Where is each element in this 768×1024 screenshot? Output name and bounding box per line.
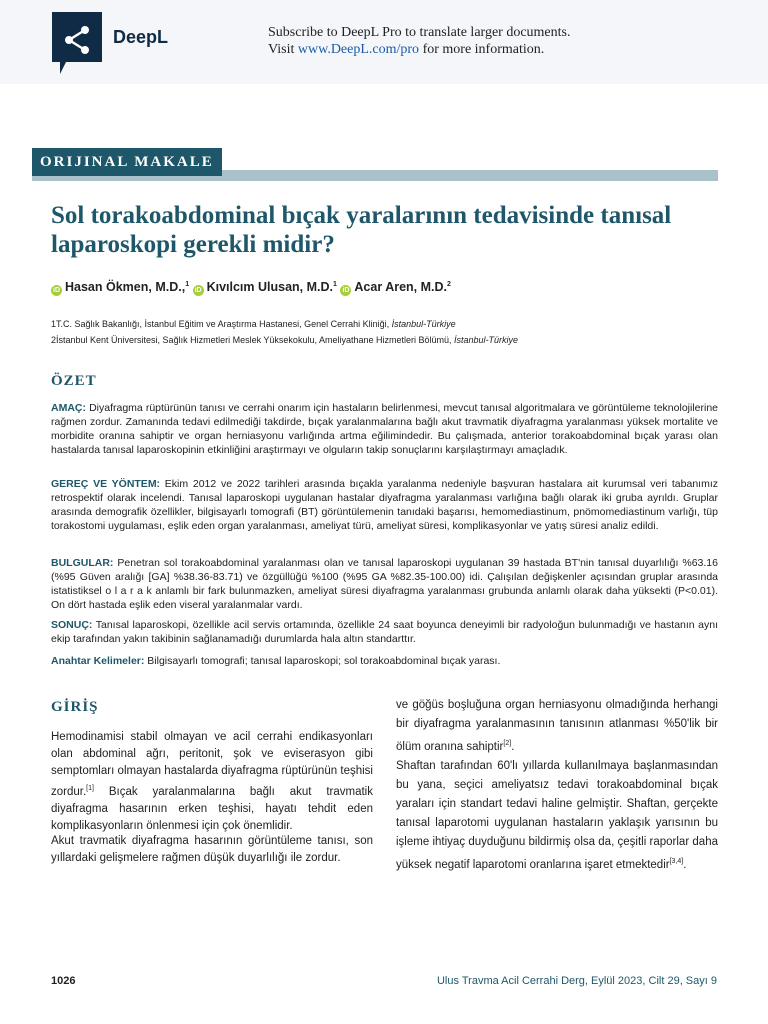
author-name: Hasan Ökmen, M.D.,: [65, 280, 186, 294]
deepl-logo-text: DeepL: [113, 27, 169, 47]
abstract-text: Penetran sol torakoabdominal yaralanması olan ve tanısal laparoskopi uygulanan 39 hastada BT'nin tanısal duyarlılığı %63.16 (%95 Güven aralığı [GA] %38.36-83.71) ve özgüllüğü %100 (%95 GA %82.35-100.00) idi. Çalışılan değişkenler açısından gruplar arasında istatistiksel o l a r a k anlamlı bir fark bulunmazken, ameliyat süresi diyafragma yaralanması grubunda anlamlı olarak daha yüksekti (P<0.01). On dört hastada eşlik eden viseral yaralanmalar vardı.: [51, 557, 718, 611]
author-name: Acar Aren, M.D.: [354, 280, 448, 294]
orcid-icon[interactable]: iD: [342, 287, 350, 294]
affiliation-place: İstanbul-Türkiye: [454, 335, 519, 345]
orcid-icon[interactable]: iD: [194, 287, 202, 294]
promo-line-1: Subscribe to DeepL Pro to translate larger documents.: [268, 25, 571, 40]
abstract-label: AMAÇ:: [51, 402, 86, 414]
affiliation-text: 1T.C. Sağlık Bakanlığı, İstanbul Eğitim ve Araştırma Hastanesi, Genel Cerrahi Kliniği,: [51, 319, 392, 329]
keywords-label: Anahtar Kelimeler:: [51, 655, 145, 667]
affiliation-text: 2İstanbul Kent Üniversitesi, Sağlık Hizmetleri Meslek Yüksekokulu, Ameliyathane Hizmetleri Bölümü,: [51, 335, 455, 345]
abstract-gerec: [51, 477, 718, 533]
author-list: [51, 280, 451, 296]
abstract-heading: ÖZET: [51, 373, 97, 389]
abstract-keywords: [51, 654, 718, 668]
abstract-sonuc: [51, 618, 718, 646]
author-affil: 1: [333, 280, 337, 288]
journal-citation: Ulus Travma Acil Cerrahi Derg, Eylül 2023, Cilt 29, Sayı 9: [436, 975, 717, 987]
abstract-bulgular: [51, 556, 718, 612]
affiliation-2: [51, 335, 518, 345]
affiliation-place: İstanbul-Türkiye: [391, 319, 456, 329]
author-name: Kıvılcım Ulusan, M.D.: [206, 280, 333, 294]
abstract-text: Diyafragma rüptürünün tanısı ve cerrahi onarım için hastaların belirlenmesi, mevcut tanısal algoritmalara ve görüntüleme teknolojilerine rağmen zordur. Zamanında tedavi edilmediği takdirde, bıçak yaralanmalarına bağlı akut travmatik diyafragma yaralanması yüksek mortalite ve morbidite oranına sahiptir ve organ herniasyonu varlığında artma eğilimindedir. Bu çalışmada, anterior torakoabdominal bıçak yarası olan hastalarda tanısal laparoskopinin etkinliğini araştırmayı ve olguların takip sonuçlarını karşılaştırmayı amaçladık.: [51, 402, 718, 456]
deepl-banner: [0, 0, 768, 84]
keywords-text: Bilgisayarlı tomografi; tanısal laparoskopi; sol torakoabdominal bıçak yarası.: [144, 655, 501, 667]
page-number: 1026: [51, 975, 76, 987]
intro-heading: GİRİŞ: [51, 699, 99, 715]
body-text: .: [683, 858, 687, 871]
citation: [1]: [86, 785, 94, 792]
author-affil: 1: [185, 280, 190, 288]
promo-suffix: for more information.: [419, 42, 545, 57]
abstract-label: GEREÇ VE YÖNTEM:: [51, 478, 161, 490]
intro-text: Bıçak yaralanmalarına bağlı akut travmatik diyafragma hasarının erken teşhisi, hayatı tehdit eden komplikasyonların önlenmesi için çok önemlidir.: [51, 785, 373, 832]
abstract-label: BULGULAR:: [51, 557, 114, 569]
affiliation-1: [51, 319, 456, 329]
abstract-text: Tanısal laparoskopi, özellikle acil servis ortamında, özellikle 24 saat boyunca deneyimli bir radyoloğun bulunmadığı ve hastanın aynı ekip tarafından yakın takibinin sağlanamadığı durumlarda hala altın standarttır.: [51, 619, 718, 645]
article-title: Sol torakoabdominal bıçak yaralarının tedavisinde tanısal laparoskopi gerekli midir?: [51, 202, 672, 258]
abstract-label: SONUÇ:: [51, 619, 93, 631]
abstract-text: Ekim 2012 ve 2022 tarihleri arasında bıçakla yaralanma nedeniyle başvuran hastalara ait kurumsal veri tabanımız retrospektif olarak incelendi. Tanısal laparoskopi uygulanan hastalar diyafragma yaralanması varlığına bağlı olarak iki gruba ayrıldı. Gruplar arasında demografik özellikler, bilgisayarlı tomografi (BT) görüntülemenin tanıdaki başarısı, hemomediastinum, pnömomediastinum varlığı, tüp torakostomi uygulaması, eşlik eden organ yaralanması, ameliyat türü, ameliyat süresi, komplikasyonlar ve yatış süresi analiz edildi.: [51, 478, 718, 532]
promo-text: [268, 24, 570, 58]
deepl-logo-icon[interactable]: [52, 12, 102, 62]
abstract-amac: [51, 401, 718, 457]
intro-paragraph-2: Akut travmatik diyafragma hasarının görüntüleme tanısı, son yıllardaki gelişmelere rağmen düşük duyarlılığı ile zordur.: [51, 835, 373, 864]
section-label: ORIJINAL MAKALE: [32, 148, 222, 176]
citation: [2]: [503, 740, 512, 747]
deepl-pro-link[interactable]: www.DeepL.com/pro: [297, 42, 420, 57]
promo-prefix: Visit: [268, 42, 298, 57]
body-text: Shaftan tarafından 60'lı yıllarda kullanılmaya başlanmasından bu yana, seçici ameliyatsız tedavi torakoabdominal bıçak yaraları için standart tedavi haline gelmiştir. Shaftan, gerçekte tanısal laparotomi uygulanan hastaların yaklaşık yarısının bu işleme ihtiyaç duyduğunu bildirmiş olsa da, çeşitli raporlar daha yüksek negatif laparotomi oranlarına işaret etmektedir: [396, 760, 718, 871]
intro-paragraph-1: [51, 729, 373, 835]
body-text: ve göğüs boşluğuna organ herniasyonu olmadığında herhangi bir diyafragma yaralanmasının tanısının atlanması %50'lik bir ölüm oranına sahiptir: [396, 699, 718, 753]
right-paragraph-2: [396, 757, 718, 875]
intro-text: Hemodinamisi stabil olmayan ve acil cerrahi endikasyonları olan abdominal ağrı, peritonit, şok ve eviserasyon gibi semptomları olmayan hastalarda diyafragma rüptürünün teşhisi zordur.: [51, 731, 373, 798]
body-text: .: [511, 740, 515, 753]
orcid-icon[interactable]: iD: [53, 287, 60, 294]
author-affil: 2: [447, 280, 451, 288]
citation: [3,4]: [669, 858, 684, 865]
promo-line-2: [268, 41, 570, 58]
right-paragraph-1: [396, 696, 718, 757]
